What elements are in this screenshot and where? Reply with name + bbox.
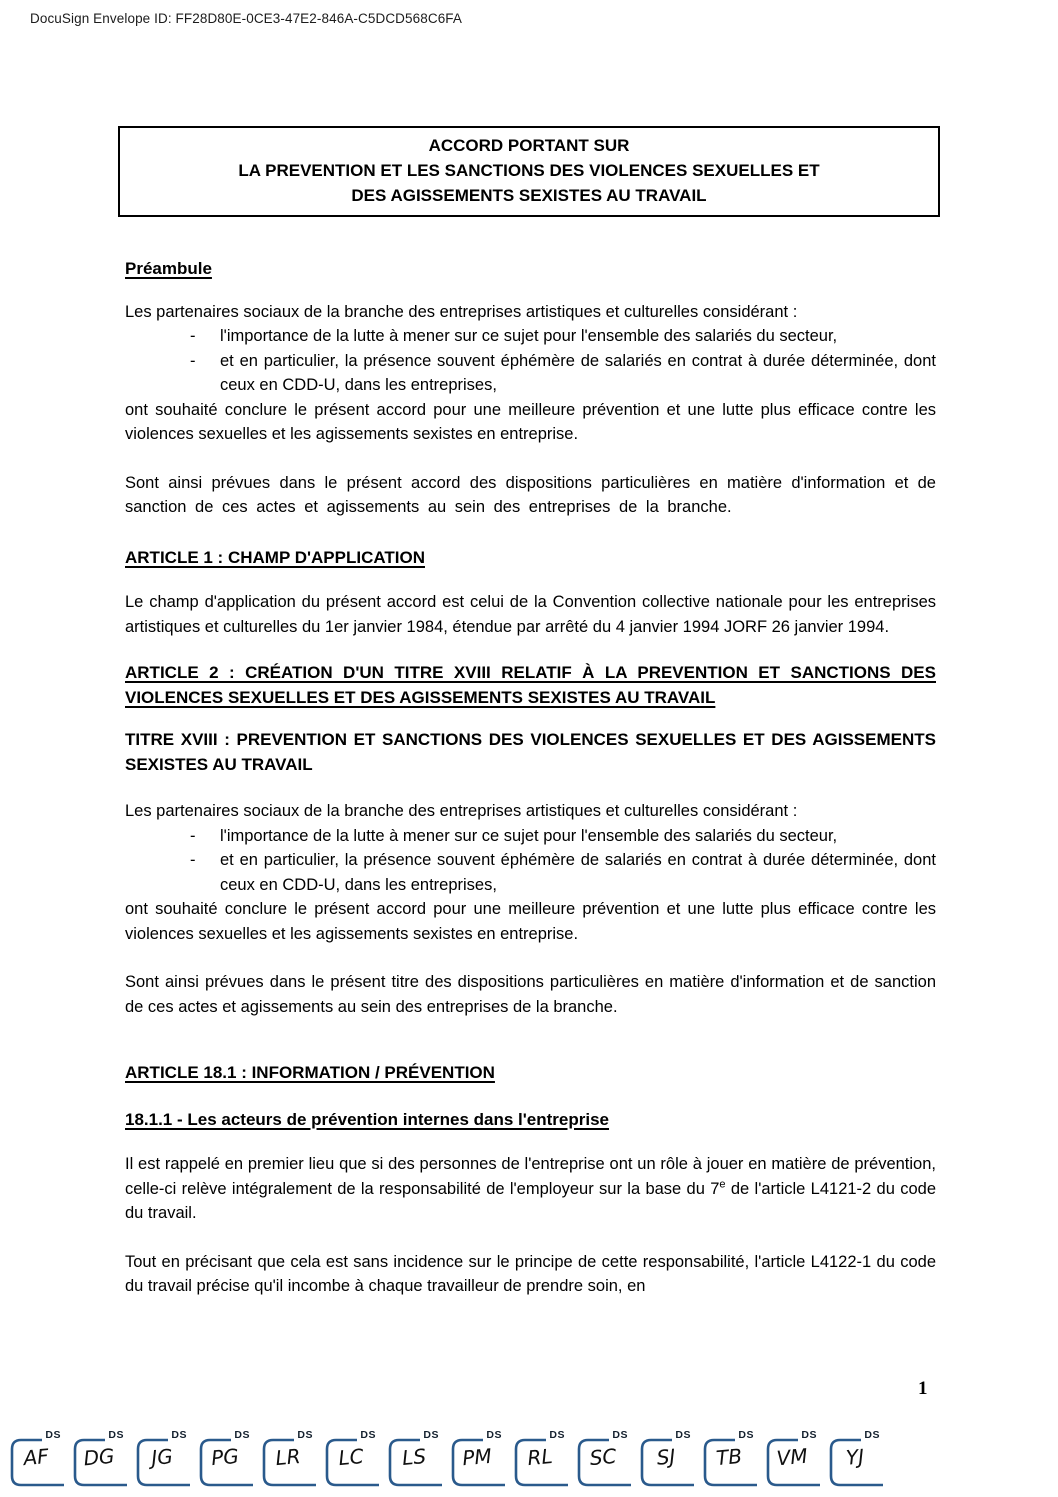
bullet-dash: - bbox=[190, 851, 196, 869]
initials-signature: SJ bbox=[655, 1444, 677, 1470]
docusign-initial-stamp[interactable] bbox=[260, 1428, 316, 1490]
docusign-initial-stamp[interactable] bbox=[449, 1428, 505, 1490]
paragraph-sont-ainsi-accord: Sont ainsi prévues dans le présent accord des dispositions particulières en matière d'information et de sanction de ces actes et agissements au sein des entreprises de la branche. bbox=[125, 473, 936, 516]
initials-signature: DG bbox=[82, 1443, 116, 1471]
ds-logo: DS bbox=[45, 1429, 61, 1441]
paragraph-ont-souhaite-repeat: ont souhaité conclure le présent accord pour une meilleure prévention et une lutte plus efficace contre les violences sexuelles et les agissements sexistes en entreprise. bbox=[125, 900, 936, 943]
ds-logo: DS bbox=[801, 1429, 817, 1441]
initials-signature: YJ bbox=[844, 1444, 866, 1470]
document-title-line-3: DES AGISSEMENTS SEXISTES AU TRAVAIL bbox=[351, 186, 707, 205]
docusign-initial-stamp[interactable] bbox=[575, 1428, 631, 1490]
docusign-envelope-id: DocuSign Envelope ID: FF28D80E-0CE3-47E2-846A-C5DCD568C6FA bbox=[30, 11, 463, 26]
page-number: 1 bbox=[918, 1378, 928, 1399]
heading-titre-18: TITRE XVIII : PREVENTION ET SANCTIONS DES VIOLENCES SEXUELLES ET DES AGISSEMENTS SEXISTES AU TRAVAIL bbox=[125, 730, 936, 774]
paragraph-ont-souhaite: ont souhaité conclure le présent accord pour une meilleure prévention et une lutte plus efficace contre les violences sexuelles et les agissements sexistes en entreprise. bbox=[125, 400, 936, 443]
docusign-initial-stamp[interactable] bbox=[512, 1428, 568, 1490]
docusign-initial-stamp[interactable] bbox=[134, 1428, 190, 1490]
ds-logo: DS bbox=[108, 1429, 124, 1441]
initials-signature: SC bbox=[588, 1443, 618, 1471]
bullet-dash: - bbox=[190, 327, 196, 345]
ds-logo: DS bbox=[234, 1429, 250, 1441]
docusign-initials-row bbox=[8, 1428, 883, 1490]
ds-logo: DS bbox=[486, 1429, 502, 1441]
heading-article-18-1: ARTICLE 18.1 : INFORMATION / PRÉVENTION bbox=[125, 1063, 495, 1082]
document-title-box bbox=[118, 126, 940, 217]
ds-logo: DS bbox=[738, 1429, 754, 1441]
paragraph-article-1-body: Le champ d'application du présent accord est celui de la Convention collective nationale pour les entreprises artistiques et culturelles du 1er janvier 1984, étendue par arrêté du 4 janvier 1994 JORF 26 janvier 1994. bbox=[125, 593, 936, 636]
ds-logo: DS bbox=[360, 1429, 376, 1441]
initials-signature: JG bbox=[150, 1444, 174, 1470]
ds-logo: DS bbox=[549, 1429, 565, 1441]
bullet-text-2: et en particulier, la présence souvent éphémère de salariés en contrat à durée déterminée, dont ceux en CDD-U, dans les entreprises, bbox=[220, 351, 936, 394]
bullet-item-2 bbox=[125, 349, 936, 398]
bullet-item-2-repeat bbox=[125, 848, 936, 897]
il-est-rappele-part2: de l'article L4121-2 du code du travail. bbox=[125, 1179, 937, 1222]
initials-signature: RL bbox=[526, 1443, 554, 1471]
heading-article-1: ARTICLE 1 : CHAMP D'APPLICATION bbox=[125, 547, 425, 567]
paragraph-tout-en-precisant: Tout en précisant que cela est sans incidence sur le principe de cette responsabilité, l'article L4122-1 du code du travail précise qu'il incombe à chaque travailleur de prendre soin, en bbox=[125, 1252, 936, 1295]
bullet-dash: - bbox=[190, 826, 196, 845]
docusign-initial-stamp[interactable] bbox=[323, 1428, 379, 1490]
ordinal-superscript: e bbox=[719, 1178, 726, 1190]
initials-signature: TB bbox=[715, 1443, 743, 1471]
initials-signature: LC bbox=[337, 1443, 365, 1471]
il-est-rappele-part1: Il est rappelé en premier lieu que si des personnes de l'entreprise ont un rôle à jouer en matière de prévention, celle-ci relève intégralement de la responsabilité de l'employeur sur la base du 7 bbox=[125, 1155, 936, 1198]
bullet-text-1: l'importance de la lutte à mener sur ce sujet pour l'ensemble des salariés du secteur, bbox=[220, 327, 838, 345]
ds-logo: DS bbox=[297, 1429, 313, 1441]
bullet-text-2-repeat: et en particulier, la présence souvent éphémère de salariés en contrat à durée déterminée, dont ceux en CDD-U, dans les entreprises, bbox=[220, 851, 936, 894]
ds-logo: DS bbox=[675, 1429, 691, 1441]
docusign-initial-stamp[interactable] bbox=[638, 1428, 694, 1490]
initials-signature: PM bbox=[461, 1443, 493, 1471]
initials-signature: VM bbox=[775, 1443, 809, 1471]
docusign-initial-stamp[interactable] bbox=[764, 1428, 820, 1490]
document-body bbox=[125, 126, 936, 1299]
bullet-text-1-repeat: l'importance de la lutte à mener sur ce sujet pour l'ensemble des salariés du secteur, bbox=[220, 826, 838, 845]
docusign-initial-stamp[interactable] bbox=[71, 1428, 127, 1490]
docusign-initial-stamp[interactable] bbox=[386, 1428, 442, 1490]
bullet-dash: - bbox=[190, 351, 196, 370]
ds-logo: DS bbox=[423, 1429, 439, 1441]
paragraph-il-est-rappele bbox=[125, 1152, 936, 1226]
heading-article-18-1-1: 18.1.1 - Les acteurs de prévention internes dans l'entreprise bbox=[125, 1109, 610, 1129]
heading-article-2: ARTICLE 2 : CRÉATION D'UN TITRE XVIII RELATIF À LA PREVENTION ET SANCTIONS DES VIOLENCES SEXUELLES ET DES AGISSEMENTS SEXISTES AU TRAVAIL bbox=[125, 663, 936, 707]
docusign-initial-stamp[interactable] bbox=[8, 1428, 64, 1490]
heading-preambule: Préambule bbox=[125, 259, 212, 278]
docusign-initial-stamp[interactable] bbox=[197, 1428, 253, 1490]
ds-logo: DS bbox=[612, 1429, 628, 1441]
paragraph-partners-intro: Les partenaires sociaux de la branche des entreprises artistiques et culturelles considérant : bbox=[125, 302, 798, 321]
docusign-initial-stamp[interactable] bbox=[701, 1428, 757, 1490]
bullet-item-1 bbox=[125, 324, 936, 349]
ds-logo: DS bbox=[864, 1429, 880, 1441]
initials-signature: LS bbox=[401, 1444, 427, 1470]
document-title-line-1: ACCORD PORTANT SUR bbox=[428, 136, 630, 155]
docusign-initial-stamp[interactable] bbox=[827, 1428, 883, 1490]
bullet-item-1-repeat bbox=[125, 824, 936, 849]
initials-signature: AF bbox=[22, 1443, 50, 1471]
initials-signature: PG bbox=[210, 1443, 240, 1471]
document-title-line-2: LA PREVENTION ET LES SANCTIONS DES VIOLENCES SEXUELLES ET bbox=[238, 161, 820, 180]
paragraph-partners-intro-repeat: Les partenaires sociaux de la branche des entreprises artistiques et culturelles considérant : bbox=[125, 802, 798, 820]
initials-signature: LR bbox=[274, 1443, 302, 1471]
paragraph-sont-ainsi-titre: Sont ainsi prévues dans le présent titre des dispositions particulières en matière d'information et de sanction de ces actes et agissements au sein des entreprises de la branche. bbox=[125, 973, 936, 1016]
ds-logo: DS bbox=[171, 1429, 187, 1441]
